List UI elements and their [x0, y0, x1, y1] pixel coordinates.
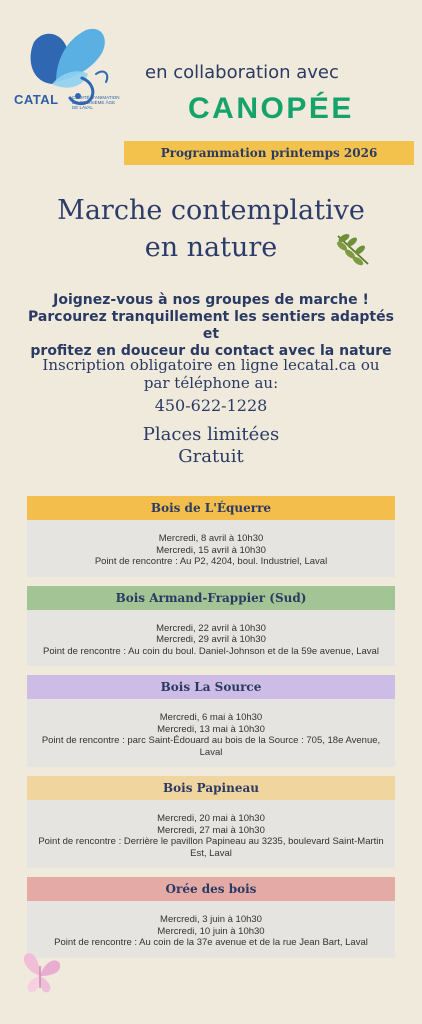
- title-line-1: Marche contemplative: [57, 195, 365, 226]
- sessions-list: [27, 496, 395, 967]
- registration-line-2: par téléphone au:: [143, 374, 279, 392]
- phone-number: 450-622-1228: [154, 396, 268, 415]
- intro-line-3: profitez en douceur du contact avec la nature: [30, 343, 392, 359]
- session-date: Mercredi, 20 mai à 10h30: [157, 813, 265, 824]
- session-card: [27, 496, 395, 577]
- session-header: Bois La Source: [27, 675, 395, 699]
- session-card: [27, 675, 395, 767]
- collaboration-text: en collaboration avec: [145, 62, 339, 83]
- session-date: Mercredi, 8 avril à 10h30: [158, 533, 264, 544]
- places-limited: Places limitées: [142, 424, 280, 445]
- leaf-icon: [332, 230, 374, 270]
- intro-line-2: Parcourez tranquillement les sentiers adaptés et: [28, 309, 394, 342]
- session-header: Bois de L'Équerre: [27, 496, 395, 520]
- session-location: Point de rencontre : Au P2, 4204, boul. Industriel, Laval: [94, 556, 328, 567]
- session-date: Mercredi, 15 avril à 10h30: [156, 544, 266, 556]
- session-header: Bois Papineau: [27, 776, 395, 800]
- catal-logo-subtitle: COMITÉ D'ANIMATION DU TROISIÈME ÂGE DE LAVAL: [72, 95, 120, 110]
- session-card: [27, 877, 395, 958]
- session-details: [27, 800, 395, 868]
- session-details: [27, 699, 395, 767]
- session-location: Point de rencontre : Au coin de la 37e avenue et de la rue Jean Bart, Laval: [54, 937, 368, 948]
- session-date: Mercredi, 29 avril à 10h30: [156, 634, 266, 645]
- session-details: [27, 520, 395, 577]
- free-label: Gratuit: [178, 446, 244, 467]
- registration-line-1: Inscription obligatoire en ligne lecatal.ca ou: [42, 356, 380, 374]
- session-header: Bois Armand-Frappier (Sud): [27, 586, 395, 610]
- session-header: Orée des bois: [27, 877, 395, 901]
- session-location: Point de rencontre : parc Saint-Édouard au bois de la Source : 705, 18e Avenue, Laval: [41, 735, 381, 758]
- session-location: Point de rencontre : Derrière le pavillon Papineau au 3235, boulevard Saint-Martin Est, Laval: [38, 836, 384, 859]
- program-banner: Programmation printemps 2026: [124, 141, 414, 165]
- session-card: [27, 586, 395, 667]
- title-line-2: en nature: [144, 232, 278, 263]
- intro-text: [20, 292, 402, 360]
- intro-line-1: Joignez-vous à nos groupes de marche !: [53, 292, 369, 308]
- session-date: Mercredi, 6 mai à 10h30: [159, 712, 263, 723]
- places-info: [0, 424, 422, 468]
- session-date: Mercredi, 10 juin à 10h30: [157, 925, 265, 937]
- catal-logo-text: CATAL: [14, 92, 59, 107]
- session-date: Mercredi, 13 mai à 10h30: [157, 723, 265, 735]
- session-date: Mercredi, 22 avril à 10h30: [156, 622, 266, 634]
- session-location: Point de rencontre : Au coin du boul. Daniel-Johnson et de la 59e avenue, Laval: [43, 645, 379, 657]
- session-details: [27, 610, 395, 667]
- session-date: Mercredi, 27 mai à 10h30: [157, 824, 265, 836]
- session-card: [27, 776, 395, 868]
- pink-butterfly-icon: [14, 946, 66, 998]
- session-details: [27, 901, 395, 958]
- partner-logo-canopee: CANOPÉE: [188, 92, 354, 125]
- session-date: Mercredi, 3 juin à 10h30: [160, 914, 262, 925]
- registration-text: [20, 356, 402, 392]
